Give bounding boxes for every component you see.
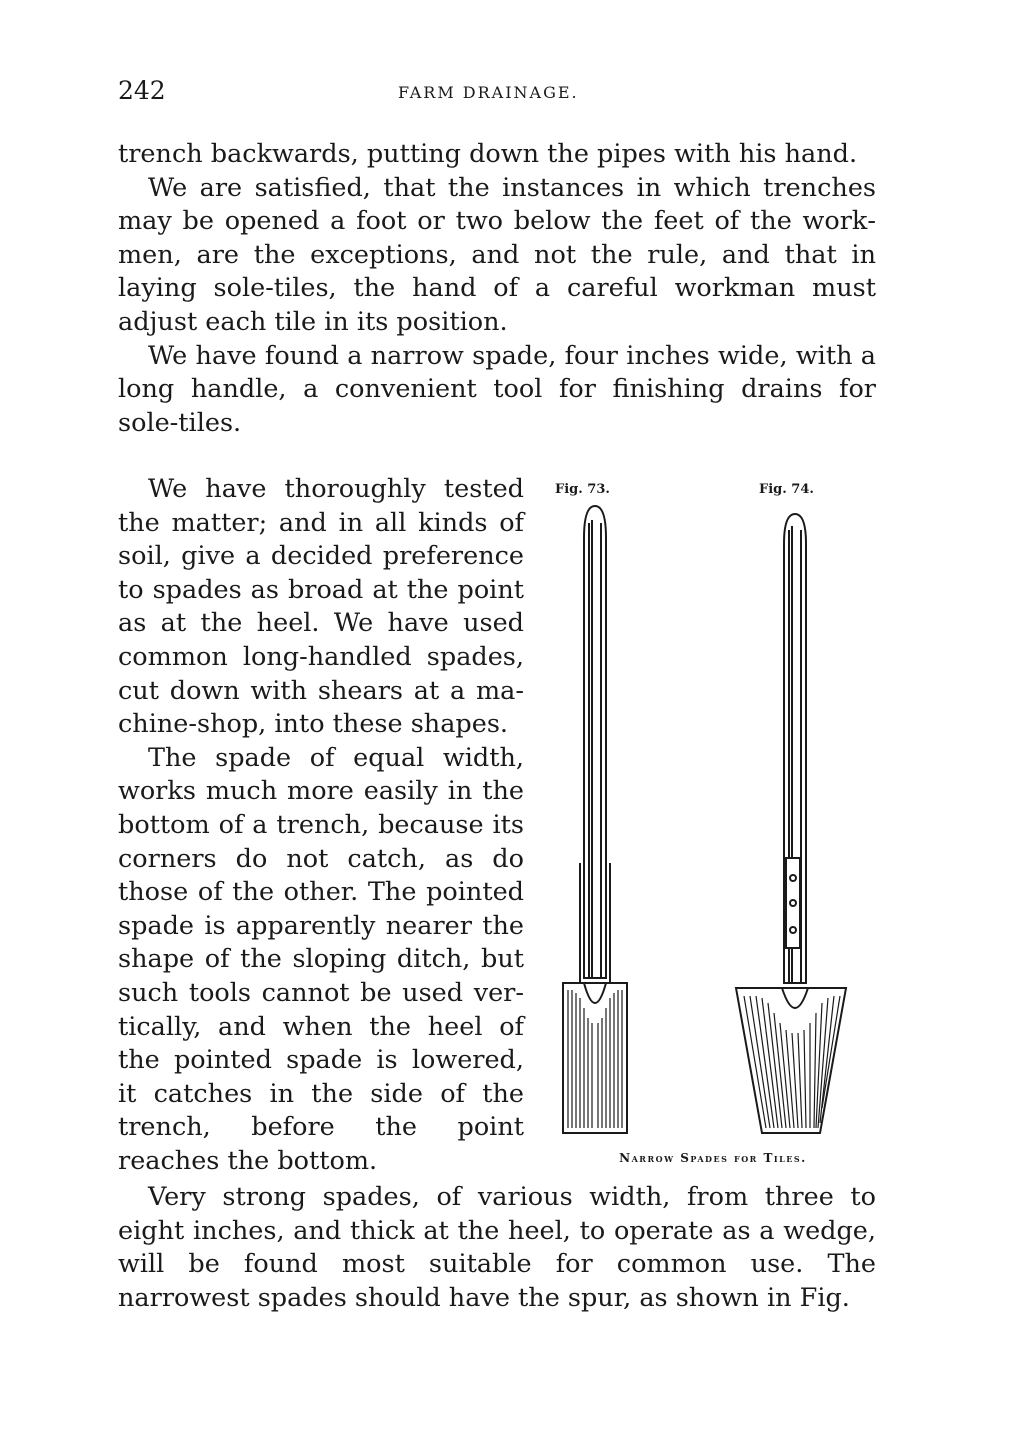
paragraph: Very strong spades, of various width, from three to eight inches, and thick at the heel, to operate as a wedge, will be found most suitable for common use. The narrowest spades should have the spur, as shown in Fig. — [118, 1182, 876, 1313]
bottom-text-block — [118, 1181, 876, 1315]
spades-figure — [548, 478, 878, 1178]
side-text-block — [118, 473, 524, 1178]
paragraph: trench backwards, putting down the pipes with his hand. — [118, 139, 858, 169]
paragraph: We have thoroughly tested the matter; and in all kinds of soil, give a decided preference to spades as broad at the point as at the heel. We have used common long-handled spades, cut down with shears at a machine-shop, into these shapes. — [118, 474, 524, 740]
paragraph: We have found a narrow spade, four inches wide, with a long handle, a convenient tool for finishing drains for sole-tiles. — [118, 340, 876, 438]
spade-straight-drawing — [563, 506, 627, 1133]
page-number: 242 — [118, 76, 166, 105]
spade-pointed-drawing — [736, 514, 846, 1133]
paragraph: We are satisfied, that the instances in which trenches may be opened a foot or two below the feet of the workmen, are the exceptions, and not the rule, and that in laying sole-tiles, the hand of a careful workman must adjust each tile in its position. — [118, 172, 876, 337]
spades-illustration — [548, 478, 878, 1148]
figure-label-74: Fig. 74. — [759, 482, 814, 497]
page-header — [118, 76, 878, 110]
paragraph: The spade of equal width, works much more easily in the bottom of a trench, because its corners do not catch, as do those of the other. The pointed spade is apparently nearer the shape of the sloping ditch, but such tools cannot be used vertically, and when the heel of the pointed spade is lowered, it catches in the side of the trench, before the point reaches the bottom. — [118, 742, 524, 1176]
top-text-block — [118, 138, 876, 440]
figure-label-73: Fig. 73. — [555, 482, 610, 497]
figure-caption: Narrow Spades for Tiles. — [619, 1151, 807, 1165]
running-title: FARM DRAINAGE. — [398, 83, 579, 102]
